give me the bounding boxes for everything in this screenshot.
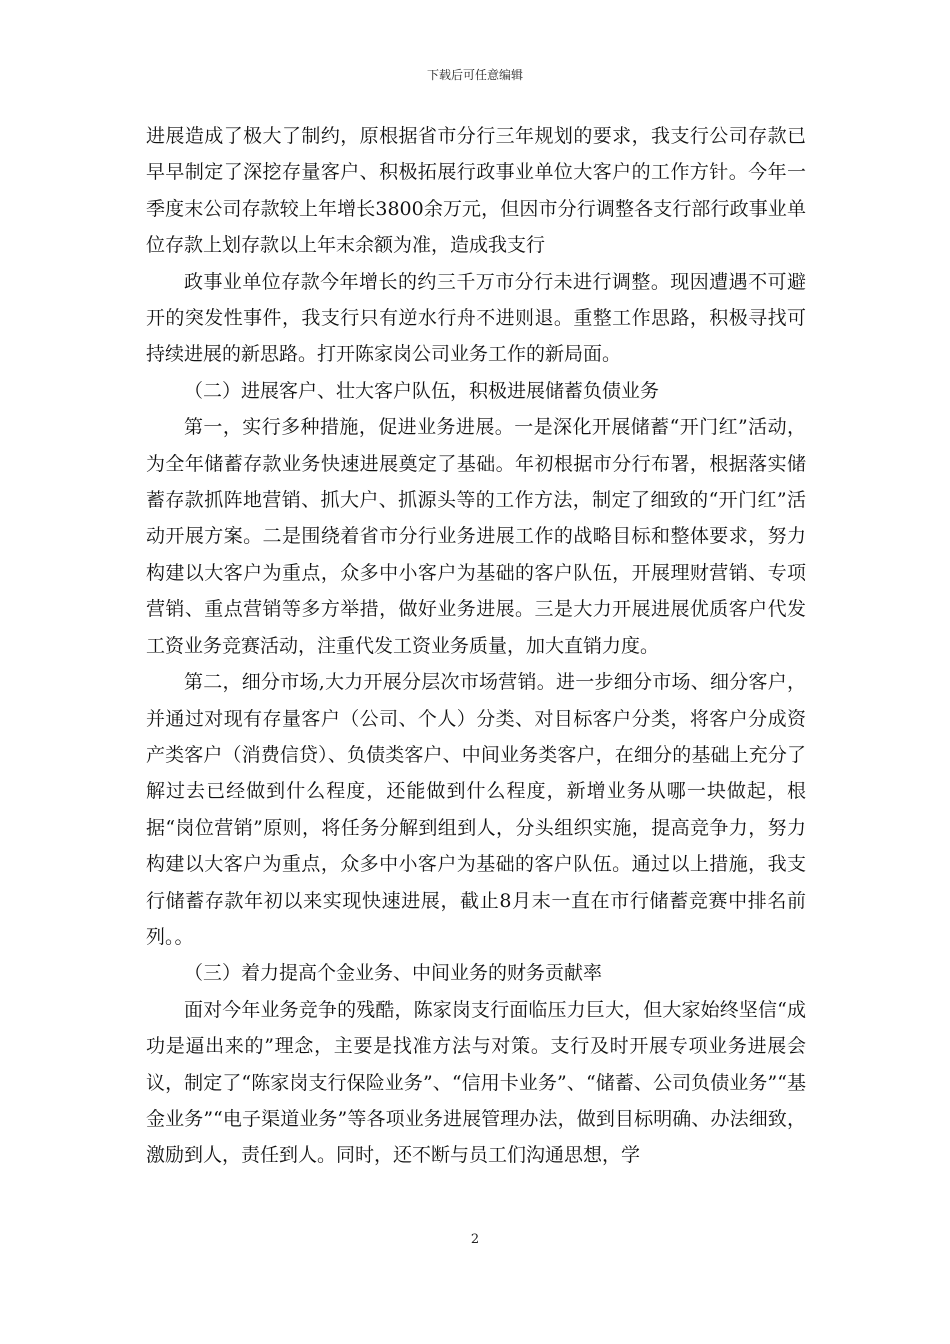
section-heading-2: （二）进展客户、壮大客户队伍，积极进展储蓄负债业务 — [184, 379, 660, 402]
paragraph-1: 进展造成了极大了制约，原根据省市分行三年规划的要求，我支行公司存款已早早制定了深挖存量客户、积极拓展行政事业单位大客户的工作方针。今年一季度末公司存款较上年增长3800余万元，但因市分行调整各支行部行政事业单位存款上划存款以上年末余额为准，造成我支行 — [146, 125, 806, 257]
page-number: 2 — [470, 1232, 480, 1247]
paragraph-2: 政事业单位存款今年增长的约三千万市分行未进行调整。现因遭遇不可避开的突发性事件，我支行只有逆水行舟不进则退。重整工作思路，积极寻找可持续进展的新思路。打开陈家岗公司业务工作的新局面。 — [146, 270, 806, 366]
paragraph-4: 第二，细分市场,大力开展分层次市场营销。进一步细分市场、细分客户，并通过对现有存量客户（公司、个人）分类、对目标客户分类，将客户分成资产类客户（消费信贷）、负债类客户、中间业务类客户，在细分的基础上充分了解过去已经做到什么程度，还能做到什么程度，新增业务从哪一块做起，根据“岗位营销”原则，将任务分解到组到人，分头组织实施，提高竞争力，努力构建以大客户为重点，众多中小客户为基础的客户队伍。通过以上措施，我支行储蓄存款年初以来实现快速进展，截止8月末一直在市行储蓄竞赛中排名前列。。 — [146, 671, 806, 948]
document-body — [146, 118, 806, 1174]
page-header: 下载后可任意编辑 — [426, 68, 523, 82]
paragraph-3: 第一，实行多种措施，促进业务进展。一是深化开展储蓄“开门红”活动，为全年储蓄存款业务快速进展奠定了基础。年初根据市分行布署，根据落实储蓄存款抓阵地营销、抓大户、抓源头等的工作方法，制定了细致的“开门红”活动开展方案。二是围绕着省市分行业务进展工作的战略目标和整体要求，努力构建以大客户为重点，众多中小客户为基础的客户队伍，开展理财营销、专项营销、重点营销等多方举措，做好业务进展。三是大力开展进展优质客户代发工资业务竞赛活动，注重代发工资业务质量，加大直销力度。 — [146, 416, 806, 657]
paragraph-5: 面对今年业务竞争的残酷，陈家岗支行面临压力巨大，但大家始终坚信“成功是逼出来的”理念，主要是找准方法与对策。支行及时开展专项业务进展会议，制定了“陈家岗支行保险业务”、“信用卡业务”、“储蓄、公司负债业务”“基金业务”“电子渠道业务”等各项业务进展管理办法，做到目标明确、办法细致，激励到人，责任到人。同时，还不断与员工们沟通思想，学 — [146, 998, 806, 1167]
section-heading-3: （三）着力提高个金业务、中间业务的财务贡献率 — [184, 962, 603, 985]
